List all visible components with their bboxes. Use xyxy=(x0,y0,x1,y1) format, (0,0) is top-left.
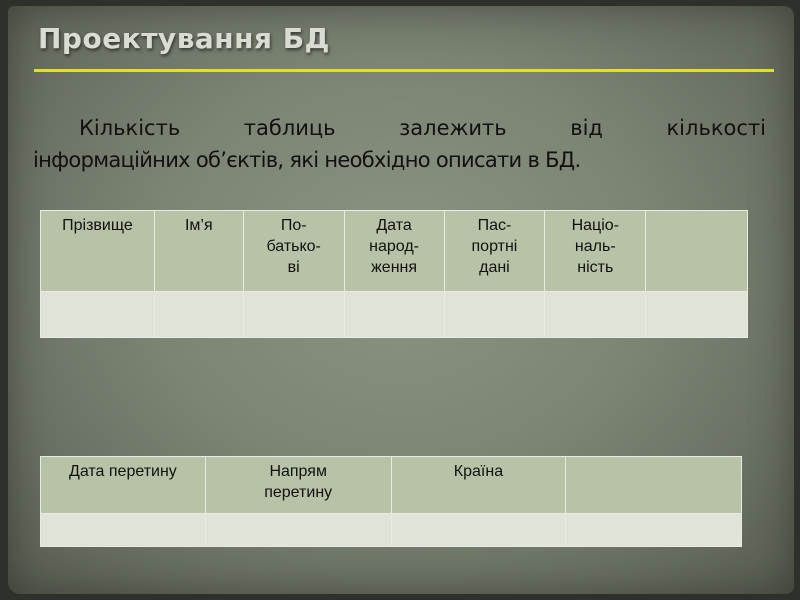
paragraph-word: залежить xyxy=(399,116,507,140)
table-cell[interactable] xyxy=(391,514,566,547)
table-header-cell: Дата перетину xyxy=(41,457,206,514)
table-header-cell: Пас- портні дані xyxy=(444,211,545,292)
paragraph-word: Кількість xyxy=(79,116,181,140)
table-header-cell xyxy=(646,211,748,292)
crossings-table xyxy=(40,456,742,547)
table-header-cell: Дата народ- ження xyxy=(344,211,444,292)
table-header-row xyxy=(41,211,748,292)
paragraph-line-1 xyxy=(33,112,766,144)
table-header-cell: Прізвище xyxy=(41,211,155,292)
table-cell[interactable] xyxy=(41,292,155,338)
table-cell[interactable] xyxy=(205,514,391,547)
table-cell[interactable] xyxy=(344,292,444,338)
table-header-cell: Націо- наль- ність xyxy=(545,211,646,292)
persons-table xyxy=(40,210,748,338)
table-row xyxy=(41,292,748,338)
slide-title: Проектування БД xyxy=(38,22,330,55)
table-cell[interactable] xyxy=(243,292,344,338)
table-header-cell xyxy=(566,457,742,514)
table-header-cell: Напрям перетину xyxy=(205,457,391,514)
table-header-cell: Країна xyxy=(391,457,566,514)
table-header-row xyxy=(41,457,742,514)
body-paragraph xyxy=(33,112,766,176)
table-cell[interactable] xyxy=(41,514,206,547)
table-cell[interactable] xyxy=(154,292,243,338)
paragraph-word: кількості xyxy=(666,116,766,140)
table-cell[interactable] xyxy=(566,514,742,547)
table-row xyxy=(41,514,742,547)
paragraph-word: від xyxy=(570,116,603,140)
table-cell[interactable] xyxy=(545,292,646,338)
paragraph-line-2: інформаційних об’єктів, які необхідно описати в БД. xyxy=(33,148,581,172)
paragraph-word: таблиць xyxy=(243,116,336,140)
table-cell[interactable] xyxy=(646,292,748,338)
table-header-cell: По- батько- ві xyxy=(243,211,344,292)
title-underline xyxy=(34,69,774,72)
table-cell[interactable] xyxy=(444,292,545,338)
table-header-cell: Ім’я xyxy=(154,211,243,292)
